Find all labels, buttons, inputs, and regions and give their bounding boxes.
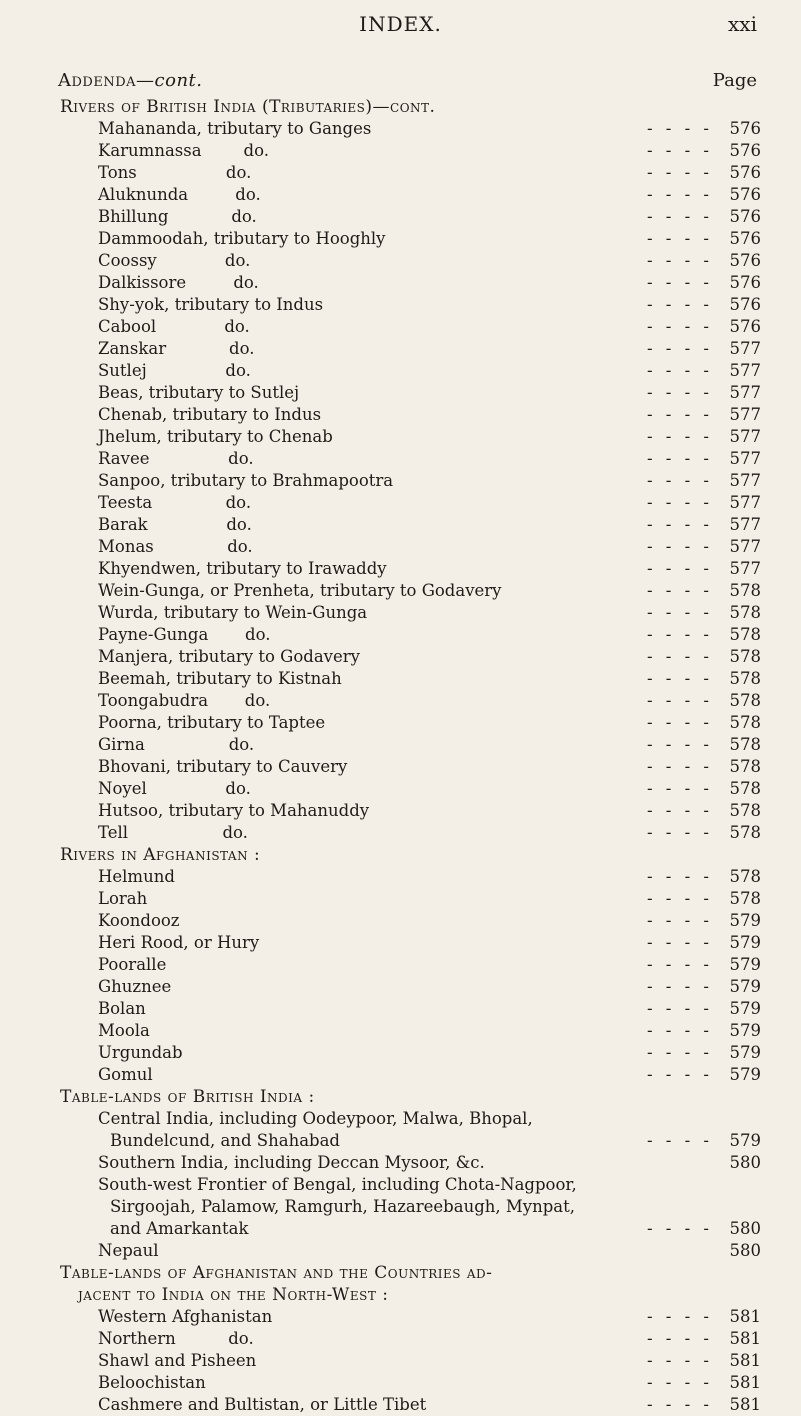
leader-dashes: - - - - bbox=[646, 603, 713, 622]
section-heading: Rivers in Afghanistan : bbox=[60, 845, 261, 865]
entry-page-number: 578 bbox=[729, 735, 761, 754]
entry-page-number: 580 bbox=[729, 1153, 761, 1172]
entry-text: Monas do. bbox=[98, 537, 253, 556]
leader-dashes: - - - - bbox=[646, 163, 713, 182]
leader-dashes: - - - - bbox=[646, 625, 713, 644]
leader-dashes: - - - - bbox=[646, 757, 713, 776]
index-entry bbox=[0, 580, 801, 602]
index-entry bbox=[0, 888, 801, 910]
entry-page-number: 577 bbox=[729, 339, 761, 358]
index-entry bbox=[0, 404, 801, 426]
entry-text: Shy-yok, tributary to Indus bbox=[98, 295, 324, 314]
entry-text: Heri Rood, or Hury bbox=[98, 933, 260, 952]
index-entry bbox=[0, 316, 801, 338]
entry-text: Bhillung do. bbox=[98, 207, 257, 226]
entry-text: Moola bbox=[98, 1021, 150, 1040]
index-entry bbox=[0, 536, 801, 558]
entry-text: Western Afghanistan bbox=[98, 1307, 273, 1326]
entry-text: Teesta do. bbox=[98, 493, 252, 512]
entry-page-number: 579 bbox=[729, 933, 761, 952]
entry-text: Southern India, including Deccan Mysoor, &c. bbox=[98, 1153, 485, 1172]
index-entry bbox=[0, 998, 801, 1020]
index-entry bbox=[0, 932, 801, 954]
index-entry bbox=[0, 140, 801, 162]
index-entry bbox=[0, 602, 801, 624]
leader-dashes: - - - - bbox=[646, 823, 713, 842]
entry-page-number: 581 bbox=[729, 1351, 761, 1370]
leader-dashes: - - - - bbox=[646, 119, 713, 138]
index-entry bbox=[0, 206, 801, 228]
leader-dashes: - - - - bbox=[646, 1307, 713, 1326]
addenda-heading bbox=[58, 70, 203, 91]
entry-page-number: 580 bbox=[729, 1241, 761, 1260]
index-entry bbox=[0, 360, 801, 382]
leader-dashes: - - - - bbox=[646, 1131, 713, 1150]
entry-page-number: 577 bbox=[729, 361, 761, 380]
leader-dashes: - - - - bbox=[646, 1021, 713, 1040]
entry-text: Tell do. bbox=[98, 823, 248, 842]
entry-page-number: 578 bbox=[729, 713, 761, 732]
entry-page-number: 581 bbox=[729, 1329, 761, 1348]
leader-dashes: - - - - bbox=[646, 713, 713, 732]
leader-dashes: - - - - bbox=[646, 779, 713, 798]
entry-page-number: 578 bbox=[729, 691, 761, 710]
leader-dashes: - - - - bbox=[646, 999, 713, 1018]
entry-text: Wurda, tributary to Wein-Gunga bbox=[98, 603, 368, 622]
entry-text: Bolan bbox=[98, 999, 146, 1018]
entry-page-number: 577 bbox=[729, 493, 761, 512]
entry-text: Shawl and Pisheen bbox=[98, 1351, 257, 1370]
entry-text: Jhelum, tributary to Chenab bbox=[98, 427, 333, 446]
entry-page-number: 576 bbox=[729, 295, 761, 314]
index-entry bbox=[0, 690, 801, 712]
entry-text: Dammoodah, tributary to Hooghly bbox=[98, 229, 386, 248]
entry-page-number: 579 bbox=[729, 955, 761, 974]
index-entry bbox=[0, 756, 801, 778]
section-heading: Table-lands of British India : bbox=[60, 1087, 315, 1107]
entry-page-number: 577 bbox=[729, 449, 761, 468]
index-entry bbox=[0, 272, 801, 294]
index-entry bbox=[0, 866, 801, 888]
entry-text: Cashmere and Bultistan, or Little Tibet bbox=[98, 1395, 427, 1414]
entry-text: Hutsoo, tributary to Mahanuddy bbox=[98, 801, 370, 820]
index-entry bbox=[0, 228, 801, 250]
index-entry bbox=[0, 1372, 801, 1394]
entry-page-number: 578 bbox=[729, 757, 761, 776]
index-entry bbox=[0, 470, 801, 492]
leader-dashes: - - - - bbox=[646, 207, 713, 226]
index-entry bbox=[0, 1042, 801, 1064]
index-entry bbox=[0, 1130, 801, 1152]
addenda-cont: cont. bbox=[154, 70, 203, 91]
leader-dashes: - - - - bbox=[646, 1043, 713, 1062]
index-entry bbox=[0, 1306, 801, 1328]
index-entry bbox=[0, 294, 801, 316]
entry-page-number: 579 bbox=[729, 977, 761, 996]
index-entry bbox=[0, 734, 801, 756]
entry-page-number: 581 bbox=[729, 1395, 761, 1414]
entry-text: Beemah, tributary to Kistnah bbox=[98, 669, 342, 688]
index-entries bbox=[0, 96, 801, 1416]
page-title: INDEX. bbox=[359, 12, 442, 36]
entry-text: Poorna, tributary to Taptee bbox=[98, 713, 326, 732]
entry-page-number: 581 bbox=[729, 1373, 761, 1392]
leader-dashes: - - - - bbox=[646, 955, 713, 974]
entry-page-number: 576 bbox=[729, 163, 761, 182]
entry-page-number: 577 bbox=[729, 537, 761, 556]
index-entry bbox=[0, 558, 801, 580]
entry-page-number: 576 bbox=[729, 185, 761, 204]
index-entry bbox=[0, 976, 801, 998]
entry-text: Barak do. bbox=[98, 515, 252, 534]
leader-dashes: - - - - bbox=[646, 647, 713, 666]
entry-text: Bhovani, tributary to Cauvery bbox=[98, 757, 348, 776]
index-entry bbox=[0, 492, 801, 514]
entry-page-number: 579 bbox=[729, 911, 761, 930]
section-heading-line: Table-lands of Afghanistan and the Countries ad- bbox=[60, 1263, 493, 1283]
leader-dashes: - - - - bbox=[646, 317, 713, 336]
entry-text: Zanskar do. bbox=[98, 339, 255, 358]
entry-text: Gomul bbox=[98, 1065, 153, 1084]
entry-text: and Amarkantak bbox=[110, 1219, 249, 1238]
leader-dashes: - - - - bbox=[646, 515, 713, 534]
index-entry bbox=[0, 954, 801, 976]
leader-dashes: - - - - bbox=[646, 977, 713, 996]
entry-text: Noyel do. bbox=[98, 779, 251, 798]
leader-dashes: - - - - bbox=[646, 1329, 713, 1348]
page-number-roman: xxi bbox=[728, 12, 757, 36]
entry-page-number: 576 bbox=[729, 273, 761, 292]
entry-text: Urgundab bbox=[98, 1043, 183, 1062]
index-entry bbox=[0, 910, 801, 932]
leader-dashes: - - - - bbox=[646, 867, 713, 886]
entry-text: Tons do. bbox=[98, 163, 252, 182]
index-entry bbox=[0, 1020, 801, 1042]
entry-text: Sirgoojah, Palamow, Ramgurh, Hazareebaugh, Mynpat, bbox=[110, 1197, 575, 1216]
entry-text: Helmund bbox=[98, 867, 175, 886]
index-entry bbox=[0, 800, 801, 822]
entry-text: Coossy do. bbox=[98, 251, 251, 270]
leader-dashes: - - - - bbox=[646, 669, 713, 688]
entry-text: Bundelcund, and Shahabad bbox=[110, 1131, 340, 1150]
page-column-label: Page bbox=[712, 70, 757, 91]
entry-text: Karumnassa do. bbox=[98, 141, 269, 160]
entry-text: Chenab, tributary to Indus bbox=[98, 405, 322, 424]
leader-dashes: - - - - bbox=[646, 581, 713, 600]
entry-page-number: 579 bbox=[729, 1043, 761, 1062]
leader-dashes: - - - - bbox=[646, 1351, 713, 1370]
entry-page-number: 578 bbox=[729, 889, 761, 908]
entry-page-number: 578 bbox=[729, 801, 761, 820]
leader-dashes: - - - - bbox=[646, 427, 713, 446]
index-entry bbox=[0, 778, 801, 800]
entry-page-number: 577 bbox=[729, 405, 761, 424]
entry-text: Beloochistan bbox=[98, 1373, 206, 1392]
entry-text: Lorah bbox=[98, 889, 148, 908]
index-entry bbox=[0, 1196, 801, 1218]
entry-text: Sanpoo, tributary to Brahmapootra bbox=[98, 471, 394, 490]
index-entry bbox=[0, 1328, 801, 1350]
leader-dashes: - - - - bbox=[646, 295, 713, 314]
entry-text: Dalkissore do. bbox=[98, 273, 259, 292]
entry-page-number: 577 bbox=[729, 515, 761, 534]
entry-page-number: 578 bbox=[729, 625, 761, 644]
index-entry bbox=[0, 624, 801, 646]
section-heading: Rivers of British India (Tributaries)—cont. bbox=[60, 97, 436, 117]
index-entry bbox=[0, 338, 801, 360]
entry-page-number: 576 bbox=[729, 251, 761, 270]
leader-dashes: - - - - bbox=[646, 273, 713, 292]
entry-text: Ghuznee bbox=[98, 977, 172, 996]
entry-page-number: 578 bbox=[729, 867, 761, 886]
entry-page-number: 578 bbox=[729, 779, 761, 798]
entry-page-number: 578 bbox=[729, 581, 761, 600]
leader-dashes: - - - - bbox=[646, 471, 713, 490]
leader-dashes: - - - - bbox=[646, 537, 713, 556]
entry-text: Northern do. bbox=[98, 1329, 254, 1348]
entry-text: Central India, including Oodeypoor, Malwa, Bhopal, bbox=[98, 1109, 533, 1128]
leader-dashes: - - - - bbox=[646, 251, 713, 270]
entry-page-number: 580 bbox=[729, 1219, 761, 1238]
section-heading-line: jacent to India on the North-West : bbox=[78, 1285, 389, 1305]
leader-dashes: - - - - bbox=[646, 405, 713, 424]
index-entry bbox=[0, 250, 801, 272]
index-entry bbox=[0, 1152, 801, 1174]
entry-text: South-west Frontier of Bengal, including Chota-Nagpoor, bbox=[98, 1175, 577, 1194]
entry-text: Nepaul bbox=[98, 1241, 159, 1260]
entry-page-number: 576 bbox=[729, 119, 761, 138]
entry-text: Khyendwen, tributary to Irawaddy bbox=[98, 559, 387, 578]
entry-page-number: 579 bbox=[729, 1065, 761, 1084]
entry-text: Manjera, tributary to Godavery bbox=[98, 647, 360, 666]
leader-dashes: - - - - bbox=[646, 229, 713, 248]
leader-dashes: - - - - bbox=[646, 801, 713, 820]
leader-dashes: - - - - bbox=[646, 691, 713, 710]
leader-dashes: - - - - bbox=[646, 1065, 713, 1084]
index-entry bbox=[0, 1240, 801, 1262]
leader-dashes: - - - - bbox=[646, 933, 713, 952]
index-entry bbox=[0, 1394, 801, 1416]
index-entry bbox=[0, 668, 801, 690]
entry-text: Wein-Gunga, or Prenheta, tributary to Godavery bbox=[98, 581, 502, 600]
entry-text: Ravee do. bbox=[98, 449, 254, 468]
entry-text: Pooralle bbox=[98, 955, 167, 974]
entry-page-number: 579 bbox=[729, 999, 761, 1018]
entry-page-number: 579 bbox=[729, 1131, 761, 1150]
entry-text: Cabool do. bbox=[98, 317, 250, 336]
index-entry bbox=[0, 162, 801, 184]
leader-dashes: - - - - bbox=[646, 339, 713, 358]
leader-dashes: - - - - bbox=[646, 1373, 713, 1392]
entry-page-number: 578 bbox=[729, 647, 761, 666]
index-entry bbox=[0, 448, 801, 470]
entry-page-number: 577 bbox=[729, 427, 761, 446]
entry-text: Beas, tributary to Sutlej bbox=[98, 383, 300, 402]
leader-dashes: - - - - bbox=[646, 493, 713, 512]
entry-text: Girna do. bbox=[98, 735, 255, 754]
index-entry bbox=[0, 426, 801, 448]
index-entry bbox=[0, 382, 801, 404]
index-entry bbox=[0, 712, 801, 734]
entry-text: Aluknunda do. bbox=[98, 185, 261, 204]
index-entry bbox=[0, 646, 801, 668]
entry-page-number: 579 bbox=[729, 1021, 761, 1040]
leader-dashes: - - - - bbox=[646, 735, 713, 754]
index-entry bbox=[0, 1350, 801, 1372]
entry-page-number: 576 bbox=[729, 141, 761, 160]
entry-page-number: 581 bbox=[729, 1307, 761, 1326]
leader-dashes: - - - - bbox=[646, 889, 713, 908]
index-entry bbox=[0, 184, 801, 206]
entry-page-number: 578 bbox=[729, 823, 761, 842]
index-entry bbox=[0, 1108, 801, 1130]
leader-dashes: - - - - bbox=[646, 449, 713, 468]
entry-page-number: 577 bbox=[729, 471, 761, 490]
entry-page-number: 577 bbox=[729, 383, 761, 402]
index-entry bbox=[0, 1218, 801, 1240]
leader-dashes: - - - - bbox=[646, 185, 713, 204]
entry-text: Koondooz bbox=[98, 911, 180, 930]
entry-text: Mahananda, tributary to Ganges bbox=[98, 119, 372, 138]
leader-dashes: - - - - bbox=[646, 1219, 713, 1238]
entry-page-number: 578 bbox=[729, 603, 761, 622]
entry-text: Sutlej do. bbox=[98, 361, 251, 380]
index-entry bbox=[0, 822, 801, 844]
entry-text: Toongabudra do. bbox=[98, 691, 271, 710]
index-entry bbox=[0, 1064, 801, 1086]
addenda-label: Addenda— bbox=[58, 70, 155, 91]
index-entry bbox=[0, 1174, 801, 1196]
entry-page-number: 576 bbox=[729, 317, 761, 336]
leader-dashes: - - - - bbox=[646, 361, 713, 380]
leader-dashes: - - - - bbox=[646, 911, 713, 930]
leader-dashes: - - - - bbox=[646, 383, 713, 402]
entry-page-number: 576 bbox=[729, 229, 761, 248]
leader-dashes: - - - - bbox=[646, 141, 713, 160]
entry-text: Payne-Gunga do. bbox=[98, 625, 271, 644]
entry-page-number: 576 bbox=[729, 207, 761, 226]
index-entry bbox=[0, 514, 801, 536]
leader-dashes: - - - - bbox=[646, 559, 713, 578]
index-entry bbox=[0, 118, 801, 140]
entry-page-number: 578 bbox=[729, 669, 761, 688]
entry-page-number: 577 bbox=[729, 559, 761, 578]
leader-dashes: - - - - bbox=[646, 1395, 713, 1414]
